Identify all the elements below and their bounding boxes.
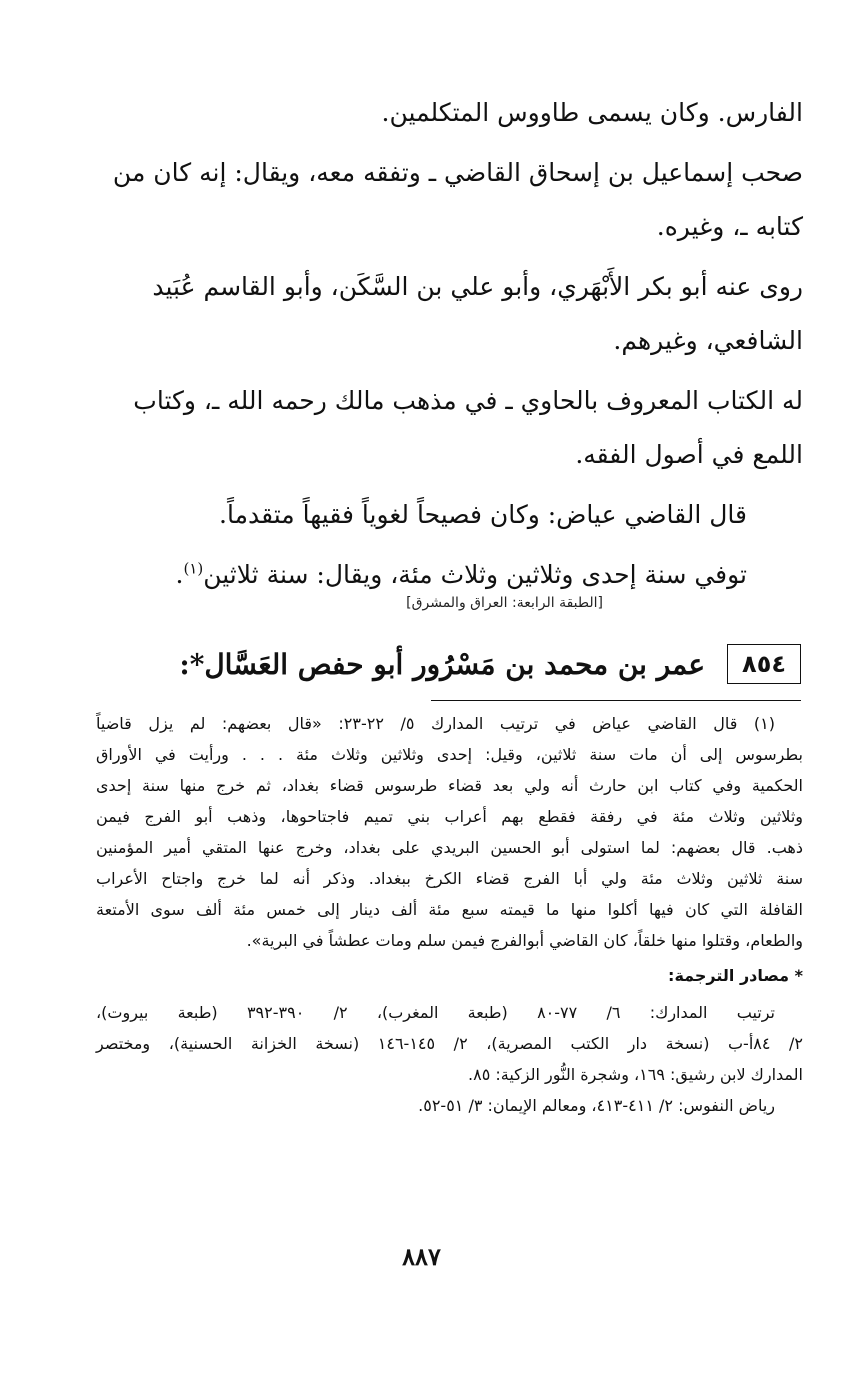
paragraph-3 (92, 260, 803, 368)
section-label: [الطبقة الرابعة: العراق والمشرق] (406, 595, 603, 611)
paragraph-1 (92, 86, 803, 140)
entry-title: عمر بن محمد بن مَسْرُور أبو حفص العَسَّال*: (179, 647, 706, 681)
footnotes (96, 708, 803, 1121)
source-line: ٢/ ٨٤أ-ب (نسخة دار الكتب المصرية)، ٢/ ١٤٥-١٤٦ (نسخة الخزانة الحسنية)، ومختصر (96, 1034, 804, 1053)
text-line: صحب إسماعيل بن إسحاق القاضي ـ وتفقه معه، ويقال: إنه كان من (112, 158, 803, 187)
text-line: اللمع في أصول الفقه. (575, 440, 803, 469)
sources-heading: * مصادر الترجمة: (668, 966, 803, 985)
text-line: له الكتاب المعروف بالحاوي ـ في مذهب مالك رحمه الله ـ، وكتاب (133, 386, 803, 415)
paragraph-6 (92, 548, 803, 602)
footnote-reference[interactable]: (١) (183, 559, 204, 578)
text-line: الفارس. وكان يسمى طاووس المتكلمين. (381, 98, 803, 127)
sentence-end: . (175, 560, 184, 589)
footnote-divider (431, 700, 801, 701)
footnote-line: ذهب. قال بعضهم: لما استولى أبو الحسين البريدي على بغداد، وخرج عنها المتقي أمير المؤمنين (96, 838, 803, 857)
entry-heading (179, 636, 801, 692)
sources-list (96, 997, 803, 1121)
footnote-line: سنة ثلاثين وثلاث مئة ولي أبا الفرج قضاء الكرخ ببغداد. وذكر أنه لما خرج واجتاح الأعراب (96, 869, 803, 888)
text-line: الشافعي، وغيرهم. (613, 326, 803, 355)
paragraph-2 (92, 146, 803, 254)
footnote-line: القافلة التي كان فيها أكلوا منها ما قيمته سبع مئة ألف دينار إلى خمس مئة ألف سوى الأمتعة (96, 900, 803, 919)
main-text (92, 86, 803, 608)
text-line: قال القاضي عياض: وكان فصيحاً لغوياً فقيهاً متقدماً. (219, 500, 747, 529)
text-line: روى عنه أبو بكر الأَبْهَري، وأبو علي بن السَّكَن، وأبو القاسم عُبَيد (152, 272, 803, 301)
paragraph-5 (92, 488, 803, 542)
footnote-line: وثلاثين وثلاث مئة في رفقة فقطع بهم أعراب بني تميم فاجتاحوها، وذهب أبو الفرج فيمن (96, 807, 803, 826)
source-line: رياض النفوس: ٢/ ٤١١-٤١٣، ومعالم الإيمان: ٣/ ٥١-٥٢. (418, 1096, 775, 1115)
text-line: كتابه ـ، وغيره. (656, 212, 803, 241)
footnote-1 (96, 708, 803, 956)
paragraph-4 (92, 374, 803, 482)
text-line: توفي سنة إحدى وثلاثين وثلاث مئة، ويقال: سنة ثلاثين (203, 560, 747, 589)
source-line: المدارك لابن رشيق: ١٦٩، وشجرة النُّور الزكية: ٨٥. (468, 1065, 803, 1084)
source-line: ترتيب المدارك: ٦/ ٧٧-٨٠ (طبعة المغرب)، ٢/ ٣٩٠-٣٩٢ (طبعة بيروت)، (96, 1003, 776, 1022)
page-number: ٨٨٧ (402, 1242, 441, 1271)
footnote-line: (١) قال القاضي عياض في ترتيب المدارك ٥/ ٢٢-٢٣: «قال بعضهم: لم يزل قاضياً (96, 714, 775, 733)
footnote-line: الحكمية وفي كتاب ابن حارث أنه ولي بعد قضاء طرسوس قضاء بغداد، ثم خرج منها سنة إحدى (96, 776, 803, 795)
entry-number: ٨٥٤ (727, 644, 801, 684)
footnote-line: بطرسوس إلى أن مات سنة ثلاثين، وقيل: إحدى وثلاثين وثلاث مئة . . . ورأيت في الأوراق (96, 745, 803, 764)
footnote-line: والطعام، وقتلوا منها خلقاً، كان القاضي أبوالفرج فيمن سلم ومات عطشاً في البرية». (246, 931, 803, 950)
